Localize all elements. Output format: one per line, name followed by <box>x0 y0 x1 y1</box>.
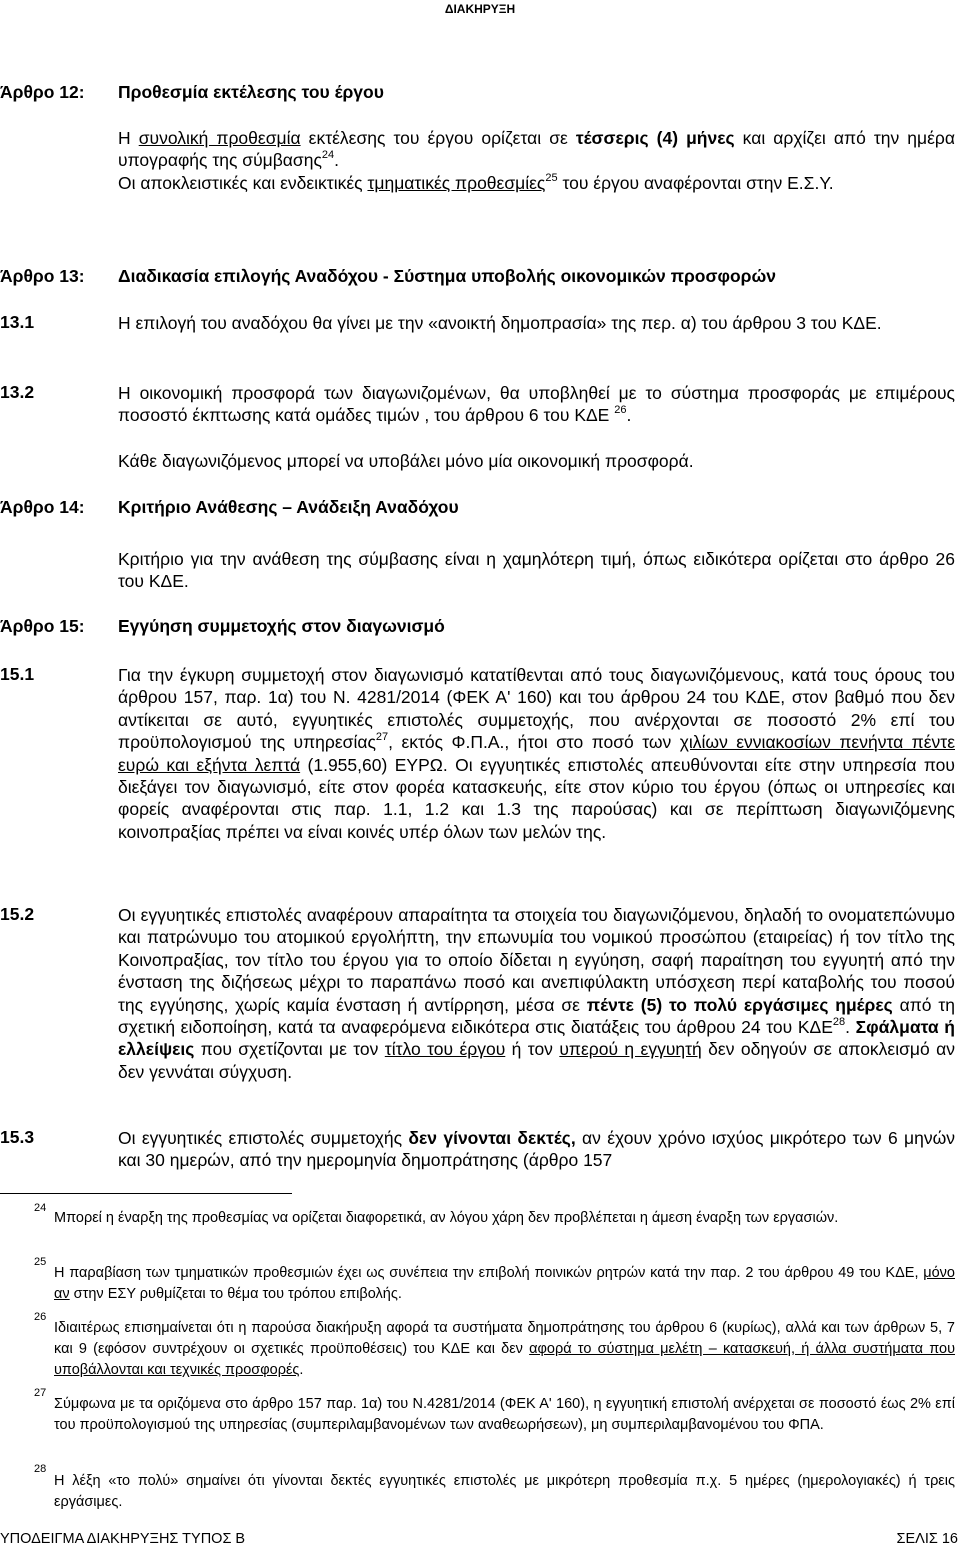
article-12-paragraph-2: Οι αποκλειστικές και ενδεικτικές τμηματικές προθεσμίες$^{25}$ του έργου αναφέρονται στην Ε.Σ.Υ. <box>118 172 834 193</box>
footnote-24: Μπορεί η έναρξη της προθεσμίας να ορίζεται διαφορετικά, αν λόγου χάρη δεν προβλέπεται η άμεση έναρξη των εργασιών. <box>54 1210 839 1226</box>
article-label: Άρθρο 13: <box>0 266 85 286</box>
footnote-number: 25 <box>34 1256 47 1268</box>
article-title: Προθεσμία εκτέλεσης του έργου <box>118 82 384 102</box>
footnote-number: 27 <box>34 1387 47 1399</box>
article-14-text: Κριτήριο για την ανάθεση της σύμβασης είναι η χαμηλότερη τιμή, όπως ειδικότερα ορίζεται στο άρθρο 26 του ΚΔΕ. <box>118 549 955 592</box>
footnote-26: Ιδιαιτέρως επισημαίνεται ότι η παρούσα διακήρυξη αφορά τα συστήματα δημοπράτησης του άρθρου 6 (κυρίως), αλλά και των άρθρων 5, 7 και 9 (εφόσον συντρέχουν οι σχετικές προϋποθέσεις) του ΚΔΕ και δεν αφορά το σύστημα μελέτη – κατασκευή, ή άλλα συστήματα που υποβάλλονται και τεχνικές προσφορές. <box>54 1320 955 1378</box>
article-title: Εγγύηση συμμετοχής στον διαγωνισμό <box>118 616 445 636</box>
page-header: ΔΙΑΚΗΡΥΞΗ <box>444 2 516 16</box>
section-number: 15.3 <box>0 1127 35 1147</box>
article-title: Κριτήριο Ανάθεσης – Ανάδειξη Αναδόχου <box>118 497 459 517</box>
footnote-number: 24 <box>34 1202 47 1214</box>
article-label: Άρθρο 12: <box>0 82 85 102</box>
section-13-2-text: Η οικονομική προσφορά των διαγωνιζομένων, θα υποβληθεί με το σύστημα προσφοράς με επιμέρους ποσοστό έκπτωσης κατά ομάδες τιμών , του άρθρου 6 του ΚΔΕ $^{26}$. <box>118 383 955 426</box>
footnote-separator <box>0 1193 292 1194</box>
section-number: 15.1 <box>0 664 35 684</box>
section-15-1-text: Για την έγκυρη συμμετοχή στον διαγωνισμό κατατίθενται από τους διαγωνιζόμενους, κατά τους όρους του άρθρου 157, παρ. 1α) του Ν. 4281/2014 (ΦΕΚ Α' 160) και του άρθρου 24 του ΚΔΕ, στον βαθμό που δεν αντίκειται σε αυτό, εγγυητικές επιστολές συμμετοχής, που ανέρχονται σε ποσοστό 2% επί του προϋπολογισμού της υπηρεσίας$^{27}$, εκτός Φ.Π.Α., ήτοι στο ποσό των χιλίων εννιακοσίων πενήντα πέντε ευρώ και εξήντα λεπτά (1.955,60) ΕΥΡΩ. Οι εγγυητικές επιστολές απευθύνονται είτε στην υπηρεσία που διεξάγει τον διαγωνισμό, είτε στον φορέα κατασκευής, είτε στον κύριο του έργου (όπως οι υπηρεσίες και φορείς αναφέρονται στις παρ. 1.1, 1.2 και 1.3 της παρούσας) και σε περίπτωση διαγωνιζόμενης κοινοπραξίας πρέπει να είναι κοινές υπέρ όλων των μελών της. <box>118 665 955 842</box>
section-number: 15.2 <box>0 904 35 924</box>
footnote-number: 26 <box>34 1311 47 1323</box>
section-number: 13.2 <box>0 382 35 402</box>
footnote-27: Σύμφωνα με τα οριζόμενα στο άρθρο 157 παρ. 1α) του Ν.4281/2014 (ΦΕΚ Α' 160), η εγγυητική επιστολή ανέρχεται σε ποσοστό έως 2% επί του προϋπολογισμού της υπηρεσίας (συμπεριλαμβανομένων των αναθεωρήσεων), μη συμπεριλαμβανομένου του ΦΠΑ. <box>54 1396 955 1433</box>
section-15-2-text: Οι εγγυητικές επιστολές αναφέρουν απαραίτητα τα στοιχεία του διαγωνιζόμενου, δηλαδή το ονοματεπώνυμο και πατρώνυμο του ατομικού εργολήπτη, την επωνυμία του νομικού προσώπου (εταιρείας) ή τον τίτλο της Κοινοπραξίας, τον τίτλο του έργου για το οποίο δίδεται η εγγύηση, σαφή παραίτηση του εγγυητή από την ένσταση της διζήσεως μέχρι το παραπάνω ποσό και ανεπιφύλακτη υπόσχεση περί καταβολής του ποσού της εγγύησης, χωρίς καμία ένσταση ή αντίρρηση, μέσα σε πέντε (5) το πολύ εργάσιμες ημέρες από τη σχετική ειδοποίηση, κατά τα αναφερόμενα ειδικότερα στις διατάξεις του άρθρου 24 του ΚΔΕ$^{28}$. Σφάλματα ή ελλείψεις που σχετίζονται με τον τίτλο του έργου ή τον υπερού η εγγυητή δεν οδηγούν σε αποκλεισμό αν δεν γεννάται σύγχυση. <box>118 905 956 1082</box>
footnote-25: Η παραβίαση των τμηματικών προθεσμιών έχει ως συνέπεια την επιβολή ποινικών ρητρών κατά την παρ. 2 του άρθρου 49 του ΚΔΕ, μόνο αν στην ΕΣΥ ρυθμίζεται το θέμα του τρόπου επιβολής. <box>54 1265 955 1302</box>
footer-left: ΥΠΟΔΕΙΓΜΑ ΔΙΑΚΗΡΥΞΗΣ ΤΥΠΟΣ Β <box>0 1531 246 1547</box>
section-13-1-text: Η επιλογή του αναδόχου θα γίνει με την «ανοικτή δημοπρασία» της περ. α) του άρθρου 3 του ΚΔΕ. <box>118 313 882 333</box>
section-15-3-text: Οι εγγυητικές επιστολές συμμετοχής δεν γίνονται δεκτές, αν έχουν χρόνο ισχύος μικρότερο των 6 μηνών και 30 ημερών, από την ημερομηνία δημοπράτησης (άρθρο 157 <box>118 1128 955 1171</box>
article-12-paragraph-1: Η συνολική προθεσμία εκτέλεσης του έργου ορίζεται σε τέσσερις (4) μήνες και αρχίζει από την ημέρα υπογραφής της σύμβασης$^{24}$. <box>118 128 955 171</box>
article-title: Διαδικασία επιλογής Αναδόχου - Σύστημα υποβολής οικονομικών προσφορών <box>118 266 777 286</box>
footnote-number: 28 <box>34 1463 47 1475</box>
section-number: 13.1 <box>0 312 35 332</box>
footer-page-number: ΣΕΛΙΣ 16 <box>896 1531 958 1547</box>
footnote-28: Η λέξη «το πολύ» σημαίνει ότι γίνονται δεκτές εγγυητικές επιστολές με μικρότερη προθεσμία π.χ. 5 ημέρες (ημερολογιακές) ή τρεις εργάσιμες. <box>54 1473 955 1510</box>
article-label: Άρθρο 15: <box>0 616 85 636</box>
section-13-2-text-2: Κάθε διαγωνιζόμενος μπορεί να υποβάλει μόνο μία οικονομική προσφορά. <box>118 451 694 471</box>
article-label: Άρθρο 14: <box>0 497 85 517</box>
